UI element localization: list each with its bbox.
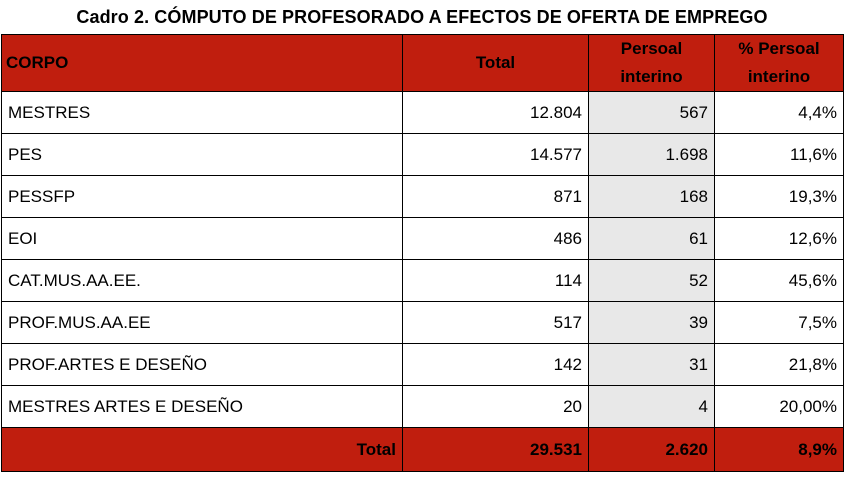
footer-pct: 8,9% xyxy=(715,428,844,472)
cell-total: 114 xyxy=(403,260,589,302)
cell-persoal-interino: 168 xyxy=(589,176,715,218)
cell-persoal-interino: 39 xyxy=(589,302,715,344)
table-row xyxy=(2,134,844,176)
table-body xyxy=(2,92,844,428)
cell-total: 20 xyxy=(403,386,589,428)
table-header xyxy=(2,35,844,92)
cell-corpo: MESTRES xyxy=(2,92,403,134)
cell-total: 142 xyxy=(403,344,589,386)
profesorado-table xyxy=(1,34,844,472)
cell-pct-persoal-interino: 11,6% xyxy=(715,134,844,176)
table-footer xyxy=(2,428,844,472)
cell-pct-persoal-interino: 12,6% xyxy=(715,218,844,260)
cell-pct-persoal-interino: 45,6% xyxy=(715,260,844,302)
table-row xyxy=(2,386,844,428)
cell-total: 14.577 xyxy=(403,134,589,176)
cell-persoal-interino: 61 xyxy=(589,218,715,260)
header-corpo: CORPO xyxy=(2,35,403,92)
header-persoal-interino xyxy=(589,35,715,92)
cell-corpo: PES xyxy=(2,134,403,176)
cell-pct-persoal-interino: 7,5% xyxy=(715,302,844,344)
cell-corpo: PROF.ARTES E DESEÑO xyxy=(2,344,403,386)
cell-total: 871 xyxy=(403,176,589,218)
cell-total: 517 xyxy=(403,302,589,344)
cell-total: 486 xyxy=(403,218,589,260)
table-title: Cadro 2. CÓMPUTO DE PROFESORADO A EFECTOS DE OFERTA DE EMPREGO xyxy=(76,7,768,27)
total-row xyxy=(2,428,844,472)
header-pct-line1: % Persoal xyxy=(738,39,820,58)
header-persoal-interino-line1: Persoal xyxy=(620,39,683,58)
cell-corpo: MESTRES ARTES E DESEÑO xyxy=(2,386,403,428)
table-row xyxy=(2,218,844,260)
table-row xyxy=(2,302,844,344)
table-row xyxy=(2,344,844,386)
cell-pct-persoal-interino: 4,4% xyxy=(715,92,844,134)
cell-persoal-interino: 4 xyxy=(589,386,715,428)
header-pct-persoal-interino xyxy=(715,35,844,92)
table-row xyxy=(2,176,844,218)
cell-corpo: PROF.MUS.AA.EE xyxy=(2,302,403,344)
cell-persoal-interino: 567 xyxy=(589,92,715,134)
cell-corpo: CAT.MUS.AA.EE. xyxy=(2,260,403,302)
cell-persoal-interino: 1.698 xyxy=(589,134,715,176)
footer-interino: 2.620 xyxy=(589,428,715,472)
table-row xyxy=(2,260,844,302)
table-row xyxy=(2,92,844,134)
cell-persoal-interino: 52 xyxy=(589,260,715,302)
cell-total: 12.804 xyxy=(403,92,589,134)
cell-pct-persoal-interino: 19,3% xyxy=(715,176,844,218)
header-total: Total xyxy=(403,35,589,92)
cell-persoal-interino: 31 xyxy=(589,344,715,386)
cell-pct-persoal-interino: 21,8% xyxy=(715,344,844,386)
footer-total: 29.531 xyxy=(403,428,589,472)
header-persoal-interino-line2: interino xyxy=(620,67,683,86)
cell-pct-persoal-interino: 20,00% xyxy=(715,386,844,428)
header-pct-line2: interino xyxy=(747,67,811,86)
cell-corpo: EOI xyxy=(2,218,403,260)
cell-corpo: PESSFP xyxy=(2,176,403,218)
footer-label: Total xyxy=(2,428,403,472)
